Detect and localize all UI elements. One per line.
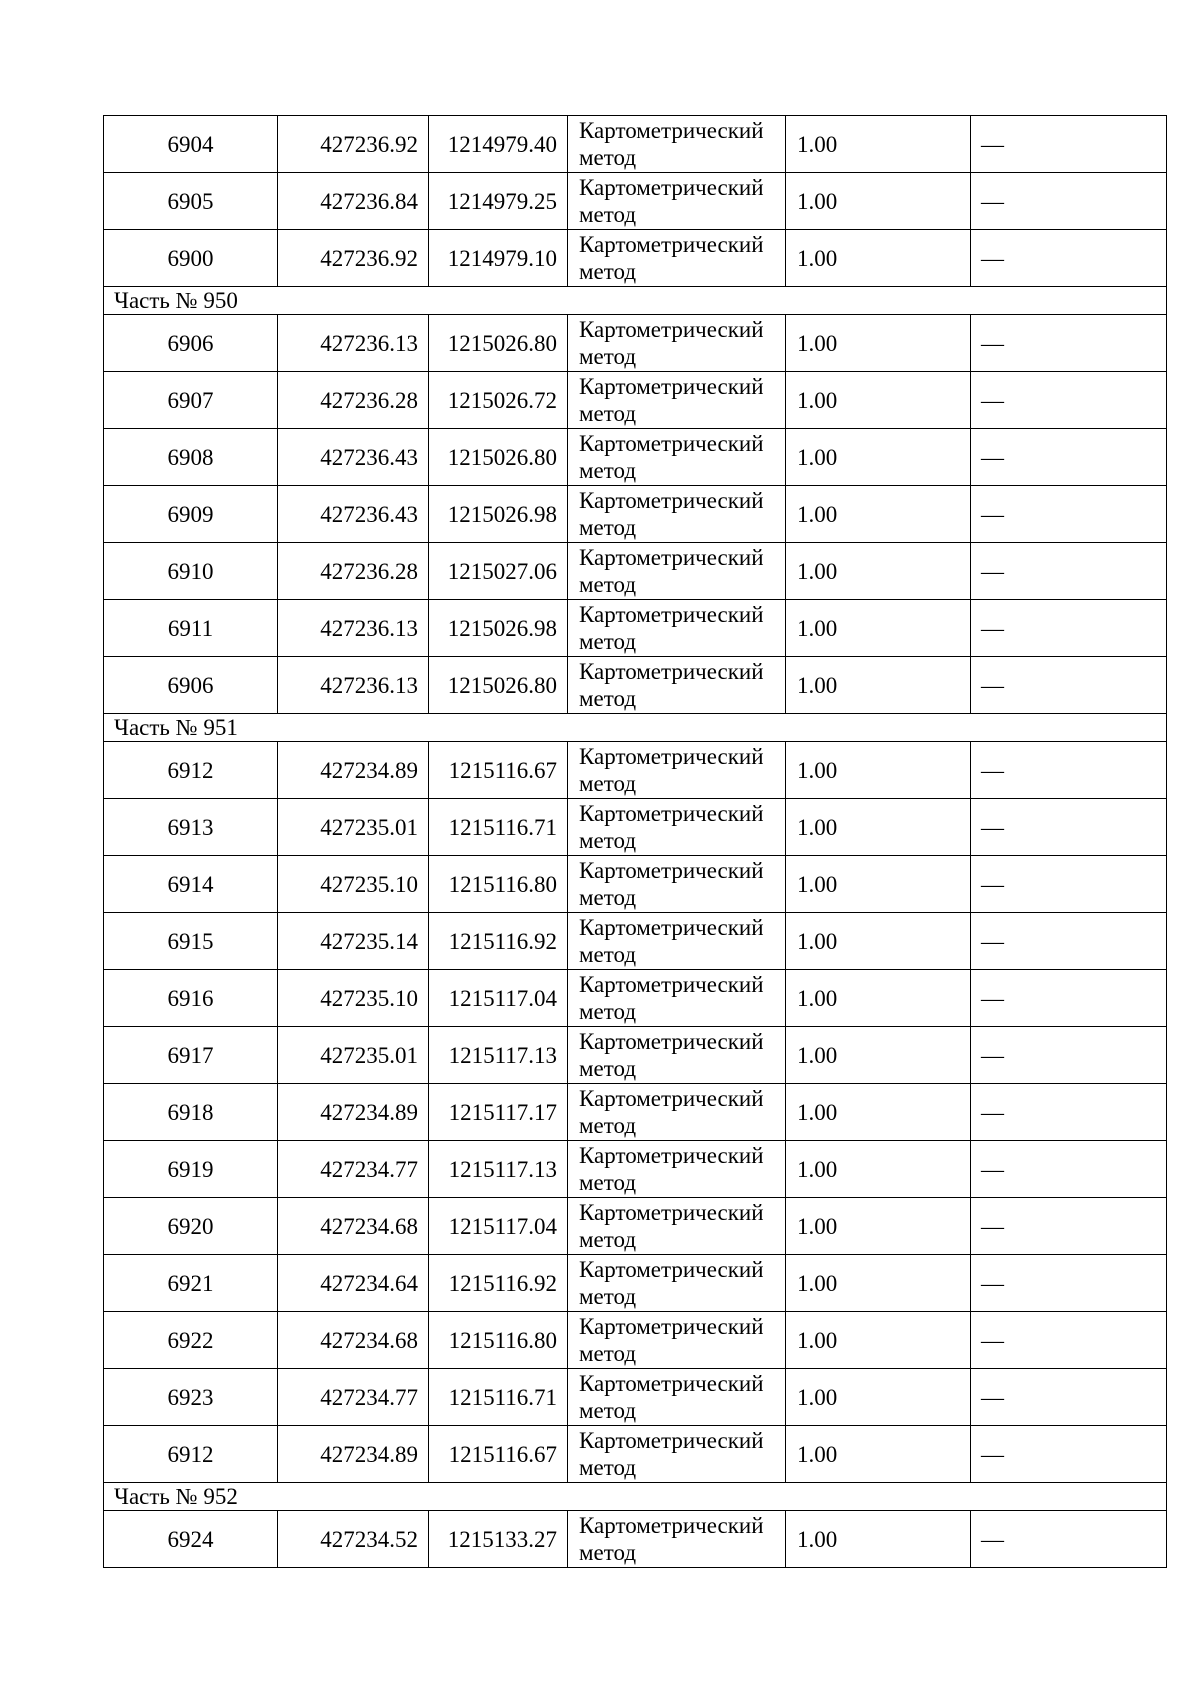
table-row — [104, 543, 1167, 600]
method-cell — [568, 913, 786, 970]
method-cell — [568, 1027, 786, 1084]
method-line-1: Картометрический — [579, 317, 764, 342]
x-coordinate-cell: 427234.68 — [278, 1198, 429, 1255]
method-line-1: Картометрический — [579, 1086, 764, 1111]
accuracy-cell: 1.00 — [786, 1312, 971, 1369]
table-row — [104, 1369, 1167, 1426]
table-row — [104, 1255, 1167, 1312]
method-line-1: Картометрический — [579, 972, 764, 997]
method-line-2: метод — [579, 1341, 637, 1366]
part-label: Часть № 950 — [104, 287, 1167, 315]
x-coordinate-cell: 427235.14 — [278, 913, 429, 970]
description-cell: — — [971, 799, 1167, 856]
method-line-2: метод — [579, 686, 637, 711]
method-cell — [568, 543, 786, 600]
x-coordinate-cell: 427235.01 — [278, 1027, 429, 1084]
accuracy-cell: 1.00 — [786, 600, 971, 657]
method-line-2: метод — [579, 1056, 637, 1081]
point-number-cell: 6915 — [104, 913, 278, 970]
x-coordinate-cell: 427234.52 — [278, 1511, 429, 1568]
method-cell — [568, 1141, 786, 1198]
point-number-cell: 6913 — [104, 799, 278, 856]
method-cell — [568, 657, 786, 714]
x-coordinate-cell: 427235.10 — [278, 856, 429, 913]
method-line-1: Картометрический — [579, 1371, 764, 1396]
method-line-2: метод — [579, 1398, 637, 1423]
x-coordinate-cell: 427236.92 — [278, 230, 429, 287]
x-coordinate-cell: 427234.77 — [278, 1369, 429, 1426]
coordinates-table-body — [104, 116, 1167, 1568]
method-cell — [568, 1255, 786, 1312]
method-cell — [568, 1312, 786, 1369]
x-coordinate-cell: 427234.64 — [278, 1255, 429, 1312]
accuracy-cell: 1.00 — [786, 742, 971, 799]
description-cell: — — [971, 1255, 1167, 1312]
x-coordinate-cell: 427236.28 — [278, 543, 429, 600]
y-coordinate-cell: 1215026.80 — [429, 315, 568, 372]
x-coordinate-cell: 427236.84 — [278, 173, 429, 230]
point-number-cell: 6921 — [104, 1255, 278, 1312]
description-cell: — — [971, 173, 1167, 230]
method-line-1: Картометрический — [579, 488, 764, 513]
description-cell: — — [971, 315, 1167, 372]
y-coordinate-cell: 1215116.92 — [429, 913, 568, 970]
method-line-1: Картометрический — [579, 602, 764, 627]
method-line-2: метод — [579, 1540, 637, 1565]
accuracy-cell: 1.00 — [786, 315, 971, 372]
accuracy-cell: 1.00 — [786, 1141, 971, 1198]
method-line-2: метод — [579, 629, 637, 654]
method-line-1: Картометрический — [579, 801, 764, 826]
method-line-2: метод — [579, 1455, 637, 1480]
table-row — [104, 600, 1167, 657]
point-number-cell: 6918 — [104, 1084, 278, 1141]
y-coordinate-cell: 1215116.80 — [429, 1312, 568, 1369]
y-coordinate-cell: 1214979.25 — [429, 173, 568, 230]
method-line-1: Картометрический — [579, 858, 764, 883]
x-coordinate-cell: 427236.28 — [278, 372, 429, 429]
table-row — [104, 970, 1167, 1027]
method-line-2: метод — [579, 771, 637, 796]
method-line-2: метод — [579, 942, 637, 967]
method-cell — [568, 1198, 786, 1255]
table-row — [104, 1511, 1167, 1568]
method-cell — [568, 173, 786, 230]
description-cell: — — [971, 1027, 1167, 1084]
accuracy-cell: 1.00 — [786, 799, 971, 856]
method-line-1: Картометрический — [579, 1143, 764, 1168]
method-line-2: метод — [579, 259, 637, 284]
point-number-cell: 6920 — [104, 1198, 278, 1255]
method-line-1: Картометрический — [579, 1428, 764, 1453]
y-coordinate-cell: 1215117.13 — [429, 1027, 568, 1084]
table-row — [104, 1198, 1167, 1255]
point-number-cell: 6910 — [104, 543, 278, 600]
table-row — [104, 315, 1167, 372]
part-header-row — [104, 287, 1167, 315]
y-coordinate-cell: 1214979.40 — [429, 116, 568, 173]
table-row — [104, 1141, 1167, 1198]
method-line-2: метод — [579, 1170, 637, 1195]
description-cell: — — [971, 1511, 1167, 1568]
x-coordinate-cell: 427234.89 — [278, 1084, 429, 1141]
accuracy-cell: 1.00 — [786, 429, 971, 486]
table-row — [104, 116, 1167, 173]
point-number-cell: 6900 — [104, 230, 278, 287]
table-row — [104, 1312, 1167, 1369]
description-cell: — — [971, 1426, 1167, 1483]
accuracy-cell: 1.00 — [786, 856, 971, 913]
method-line-1: Картометрический — [579, 1029, 764, 1054]
method-cell — [568, 1511, 786, 1568]
method-line-2: метод — [579, 1113, 637, 1138]
method-line-1: Картометрический — [579, 659, 764, 684]
method-line-1: Картометрический — [579, 744, 764, 769]
method-cell — [568, 116, 786, 173]
method-line-2: метод — [579, 885, 637, 910]
accuracy-cell: 1.00 — [786, 116, 971, 173]
x-coordinate-cell: 427234.77 — [278, 1141, 429, 1198]
point-number-cell: 6907 — [104, 372, 278, 429]
y-coordinate-cell: 1215026.98 — [429, 600, 568, 657]
table-row — [104, 486, 1167, 543]
method-cell — [568, 1426, 786, 1483]
method-cell — [568, 799, 786, 856]
method-line-1: Картометрический — [579, 431, 764, 456]
method-cell — [568, 1084, 786, 1141]
y-coordinate-cell: 1215116.67 — [429, 742, 568, 799]
y-coordinate-cell: 1215026.72 — [429, 372, 568, 429]
description-cell: — — [971, 116, 1167, 173]
accuracy-cell: 1.00 — [786, 657, 971, 714]
y-coordinate-cell: 1215117.13 — [429, 1141, 568, 1198]
method-cell — [568, 486, 786, 543]
description-cell: — — [971, 1312, 1167, 1369]
accuracy-cell: 1.00 — [786, 230, 971, 287]
method-line-1: Картометрический — [579, 1314, 764, 1339]
method-line-2: метод — [579, 202, 637, 227]
point-number-cell: 6912 — [104, 742, 278, 799]
x-coordinate-cell: 427236.43 — [278, 486, 429, 543]
point-number-cell: 6911 — [104, 600, 278, 657]
method-cell — [568, 429, 786, 486]
x-coordinate-cell: 427234.89 — [278, 742, 429, 799]
accuracy-cell: 1.00 — [786, 372, 971, 429]
table-row — [104, 1426, 1167, 1483]
method-line-1: Картометрический — [579, 1513, 764, 1538]
method-line-2: метод — [579, 145, 637, 170]
point-number-cell: 6916 — [104, 970, 278, 1027]
method-cell — [568, 970, 786, 1027]
description-cell: — — [971, 486, 1167, 543]
table-row — [104, 372, 1167, 429]
method-line-2: метод — [579, 828, 637, 853]
x-coordinate-cell: 427235.01 — [278, 799, 429, 856]
part-header-row — [104, 1483, 1167, 1511]
accuracy-cell: 1.00 — [786, 1426, 971, 1483]
point-number-cell: 6919 — [104, 1141, 278, 1198]
description-cell: — — [971, 856, 1167, 913]
point-number-cell: 6917 — [104, 1027, 278, 1084]
point-number-cell: 6909 — [104, 486, 278, 543]
accuracy-cell: 1.00 — [786, 486, 971, 543]
point-number-cell: 6922 — [104, 1312, 278, 1369]
method-line-2: метод — [579, 401, 637, 426]
accuracy-cell: 1.00 — [786, 173, 971, 230]
table-row — [104, 1027, 1167, 1084]
method-line-1: Картометрический — [579, 118, 764, 143]
coordinates-table — [103, 115, 1167, 1568]
method-line-1: Картометрический — [579, 915, 764, 940]
x-coordinate-cell: 427234.89 — [278, 1426, 429, 1483]
y-coordinate-cell: 1215116.67 — [429, 1426, 568, 1483]
point-number-cell: 6906 — [104, 657, 278, 714]
accuracy-cell: 1.00 — [786, 913, 971, 970]
x-coordinate-cell: 427234.68 — [278, 1312, 429, 1369]
x-coordinate-cell: 427236.13 — [278, 600, 429, 657]
point-number-cell: 6914 — [104, 856, 278, 913]
description-cell: — — [971, 1198, 1167, 1255]
method-cell — [568, 600, 786, 657]
method-line-2: метод — [579, 458, 637, 483]
method-line-1: Картометрический — [579, 545, 764, 570]
point-number-cell: 6912 — [104, 1426, 278, 1483]
table-row — [104, 657, 1167, 714]
y-coordinate-cell: 1215116.71 — [429, 799, 568, 856]
method-line-1: Картометрический — [579, 232, 764, 257]
description-cell: — — [971, 1369, 1167, 1426]
y-coordinate-cell: 1215027.06 — [429, 543, 568, 600]
table-row — [104, 913, 1167, 970]
table-row — [104, 856, 1167, 913]
accuracy-cell: 1.00 — [786, 1198, 971, 1255]
description-cell: — — [971, 600, 1167, 657]
part-header-row — [104, 714, 1167, 742]
method-line-1: Картометрический — [579, 1257, 764, 1282]
x-coordinate-cell: 427236.92 — [278, 116, 429, 173]
y-coordinate-cell: 1215117.04 — [429, 970, 568, 1027]
description-cell: — — [971, 372, 1167, 429]
method-line-2: метод — [579, 999, 637, 1024]
point-number-cell: 6923 — [104, 1369, 278, 1426]
part-label: Часть № 952 — [104, 1483, 1167, 1511]
method-line-2: метод — [579, 1284, 637, 1309]
method-cell — [568, 856, 786, 913]
description-cell: — — [971, 1084, 1167, 1141]
method-line-2: метод — [579, 344, 637, 369]
accuracy-cell: 1.00 — [786, 1027, 971, 1084]
accuracy-cell: 1.00 — [786, 1255, 971, 1312]
x-coordinate-cell: 427236.43 — [278, 429, 429, 486]
y-coordinate-cell: 1215117.04 — [429, 1198, 568, 1255]
table-row — [104, 742, 1167, 799]
accuracy-cell: 1.00 — [786, 1511, 971, 1568]
method-cell — [568, 230, 786, 287]
method-line-1: Картометрический — [579, 175, 764, 200]
y-coordinate-cell: 1215133.27 — [429, 1511, 568, 1568]
method-cell — [568, 372, 786, 429]
method-line-2: метод — [579, 1227, 637, 1252]
y-coordinate-cell: 1215026.98 — [429, 486, 568, 543]
table-row — [104, 173, 1167, 230]
description-cell: — — [971, 657, 1167, 714]
y-coordinate-cell: 1215116.92 — [429, 1255, 568, 1312]
table-row — [104, 799, 1167, 856]
point-number-cell: 6905 — [104, 173, 278, 230]
y-coordinate-cell: 1215117.17 — [429, 1084, 568, 1141]
x-coordinate-cell: 427235.10 — [278, 970, 429, 1027]
method-line-2: метод — [579, 515, 637, 540]
x-coordinate-cell: 427236.13 — [278, 315, 429, 372]
accuracy-cell: 1.00 — [786, 543, 971, 600]
description-cell: — — [971, 429, 1167, 486]
accuracy-cell: 1.00 — [786, 1084, 971, 1141]
table-row — [104, 429, 1167, 486]
method-cell — [568, 742, 786, 799]
description-cell: — — [971, 543, 1167, 600]
method-line-1: Картометрический — [579, 374, 764, 399]
y-coordinate-cell: 1214979.10 — [429, 230, 568, 287]
y-coordinate-cell: 1215026.80 — [429, 429, 568, 486]
accuracy-cell: 1.00 — [786, 1369, 971, 1426]
method-line-1: Картометрический — [579, 1200, 764, 1225]
description-cell: — — [971, 230, 1167, 287]
point-number-cell: 6904 — [104, 116, 278, 173]
point-number-cell: 6906 — [104, 315, 278, 372]
method-line-2: метод — [579, 572, 637, 597]
description-cell: — — [971, 742, 1167, 799]
method-cell — [568, 315, 786, 372]
point-number-cell: 6908 — [104, 429, 278, 486]
description-cell: — — [971, 913, 1167, 970]
x-coordinate-cell: 427236.13 — [278, 657, 429, 714]
y-coordinate-cell: 1215026.80 — [429, 657, 568, 714]
description-cell: — — [971, 1141, 1167, 1198]
table-row — [104, 1084, 1167, 1141]
y-coordinate-cell: 1215116.71 — [429, 1369, 568, 1426]
part-label: Часть № 951 — [104, 714, 1167, 742]
point-number-cell: 6924 — [104, 1511, 278, 1568]
table-row — [104, 230, 1167, 287]
method-cell — [568, 1369, 786, 1426]
description-cell: — — [971, 970, 1167, 1027]
accuracy-cell: 1.00 — [786, 970, 971, 1027]
y-coordinate-cell: 1215116.80 — [429, 856, 568, 913]
